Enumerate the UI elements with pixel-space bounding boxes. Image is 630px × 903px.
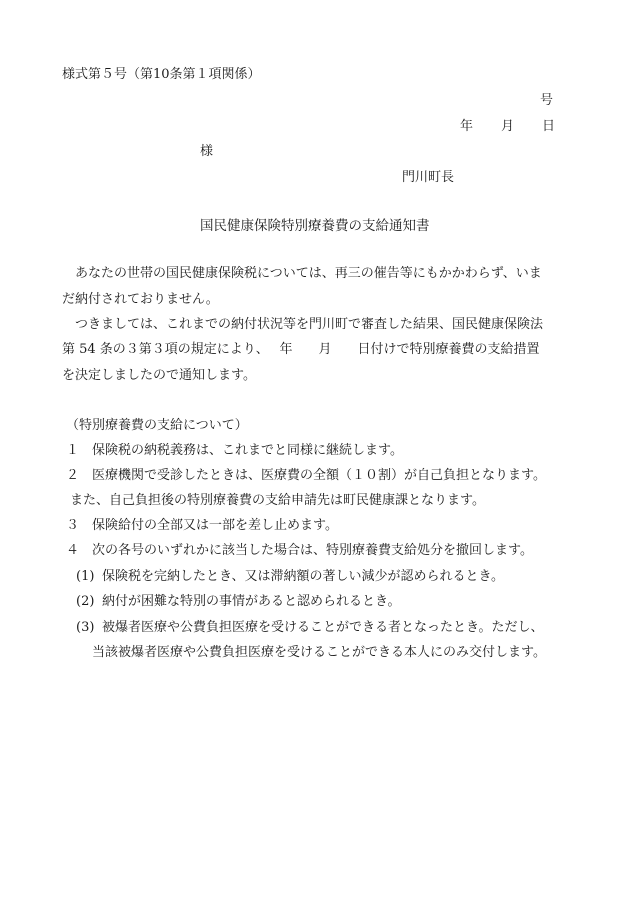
body-paragraph-1-line-1: あなたの世帯の国民健康保険税については、再三の催告等にもかかわらず、いま: [75, 266, 542, 281]
sub-list-item: [76, 619, 543, 637]
list-item-continuation: また、自己負担後の特別療養費の支給申請先は町民健康課となります。: [70, 493, 485, 508]
date-day: 日: [542, 119, 556, 134]
issue-date: [460, 118, 555, 136]
form-label: 様式第５号（第10条第１項関係）: [62, 67, 261, 82]
body-paragraph-2-line-2: 第 54 条の３第３項の規定により、 年 月 日付けで特別療養費の支給措置: [62, 342, 540, 357]
list-item: [66, 517, 338, 535]
sub-list-item-continuation: 当該被爆者医療や公費負担医療を受けることができる本人にのみ交付します。: [92, 645, 546, 660]
sub-list-item-number: (1): [76, 569, 95, 584]
issuer-name: 門川町長: [402, 170, 455, 185]
body-paragraph-2-line-3: を決定しましたので通知します。: [62, 368, 256, 383]
document-number-suffix: 号: [540, 93, 554, 108]
list-item-number: １: [66, 443, 80, 458]
date-year: 年: [460, 119, 474, 134]
list-item-text: 次の各号のいずれかに該当した場合は、特別療養費支給処分を撤回します。: [92, 543, 533, 558]
body-paragraph-2-line-1: つきましては、これまでの納付状況等を門川町で審査した結果、国民健康保険法: [75, 317, 544, 332]
list-item-number: ３: [66, 518, 80, 533]
list-item: [66, 467, 546, 485]
sub-list-item: [76, 568, 504, 586]
list-item-text: 保険給付の全部又は一部を差し止めます。: [92, 518, 338, 533]
date-month: 月: [501, 119, 515, 134]
sub-list-item-text: 保険税を完納したとき、又は滞納額の著しい減少が認められるとき。: [102, 569, 504, 584]
sub-list-item-number: (2): [76, 594, 95, 609]
sub-list-item-text: 被爆者医療や公費負担医療を受けることができる者となったとき。ただし、: [102, 620, 544, 635]
list-item-text: 保険税の納税義務は、これまでと同様に継続します。: [92, 443, 403, 458]
sub-list-item-number: (3): [76, 620, 95, 635]
sub-list-item: [76, 593, 400, 611]
addressee-suffix: 様: [200, 144, 214, 159]
list-item: [66, 542, 533, 560]
body-paragraph-1-line-2: だ納付されておりません。: [62, 292, 219, 307]
list-item: [66, 442, 403, 460]
section-heading: （特別療養費の支給について）: [66, 418, 248, 433]
list-item-text: 医療機関で受診したときは、医療費の全額（１０割）が自己負担となります。: [92, 468, 546, 483]
list-item-number: ４: [66, 543, 80, 558]
list-item-number: ２: [66, 468, 80, 483]
document-title: 国民健康保険特別療養費の支給通知書: [200, 218, 430, 234]
sub-list-item-text: 納付が困難な特別の事情があると認められるとき。: [102, 594, 401, 609]
